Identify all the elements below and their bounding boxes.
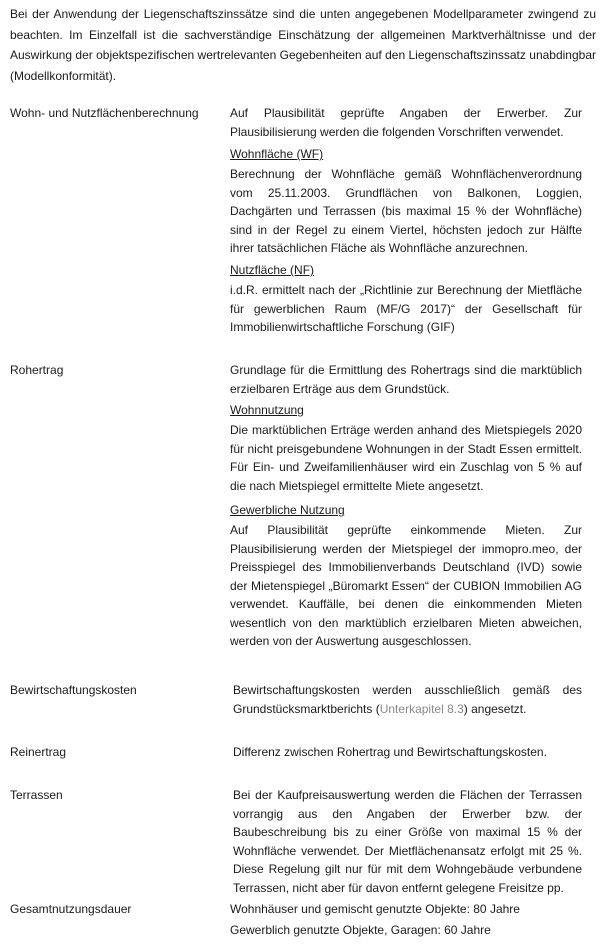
nutzflaeche-text: i.d.R. ermittelt nach der „Richtlinie zur Berechnung der Mietfläche für gewerblichen Raum (MF/G 2017)“ der Gesellschaft für Immobilienwirtschaftliche Forschung (GIF) [230, 283, 582, 334]
rohertrag-text-intro: Grundlage für die Ermittlung des Rohertrags sind die marktüblich erzielbaren Erträge aus dem Grundstück. [230, 363, 582, 396]
bewirtschaftungskosten-text: Bewirtschaftungskosten werden ausschließlich gemäß des Grundstücksmarktberichts (Unterkapitel 8.3) angesetzt. [233, 683, 582, 716]
reinertrag-text: Differenz zwischen Rohertrag und Bewirtschaftungskosten. [233, 745, 547, 759]
gewerbliche-nutzung-text: Auf Plausibilität geprüfte einkommende Mieten. Zur Plausibilisierung werden der Mietspiegel der immopro.meo, der Preisspiegel des Immobilienverbands Deutschland (IVD) sowie der Mietenspiegel „Büromarkt Essen“ der CUBION Immobilien AG verwendet. Kauffälle, bei denen die einkommenden Mieten wesentlich von den marktüblich erzielbaren Mieten abweichen, werden von der Auswertung ausgeschlossen. [230, 523, 582, 648]
heading-nutzflaeche: Nutzfläche (NF) [230, 263, 315, 277]
gesamtnutzungsdauer-wohn: Wohnhäuser und gemischt genutzte Objekte: 80 Jahre [230, 902, 520, 916]
link-unterkapitel[interactable]: Unterkapitel 8.3 [379, 701, 464, 716]
label-bewirtschaftungskosten: Bewirtschaftungskosten [10, 683, 137, 697]
label-gesamtnutzungsdauer: Gesamtnutzungsdauer [10, 902, 132, 916]
heading-wohnnutzung: Wohnnutzung [230, 403, 304, 417]
label-rohertrag: Rohertrag [10, 363, 64, 377]
terrassen-text: Bei der Kaufpreisauswertung werden die Flächen der Terrassen vorrangig aus den Angaben der Erwerber bzw. der Baubeschreibung bis zu einer Größe von maximal 15 % der Wohnfläche verwendet. Der Mietflächenansatz erfolgt mit 25 %. Diese Regelung gilt nur für mit dem Wohngebäude verbundene Terrassen, nicht aber für davon entfernt gelegene Freisitze pp. [233, 788, 582, 895]
heading-gewerbliche-nutzung: Gewerbliche Nutzung [230, 503, 345, 517]
wohnnutzung-text: Die marktüblichen Erträge werden anhand des Mietspiegels 2020 für nicht preisgebundene Wohnungen in der Stadt Essen ermittelt. Für Ein- und Zweifamilienhäuser wird ein Zuschlag von 5 % auf die nach Mietspiegel ermittelte Miete angesetzt. [230, 423, 582, 493]
gesamtnutzungsdauer-gewerbe: Gewerblich genutzte Objekte, Garagen: 60 Jahre [230, 923, 491, 937]
heading-wohnflaeche: Wohnfläche (WF) [230, 147, 324, 161]
intro-paragraph: Bei der Anwendung der Liegenschaftszinssätze sind die unten angegebenen Modellparameter zwingend zu beachten. Im Einzelfall ist die sachverständige Einschätzung der allgemeinen Marktverhältnisse und der Auswirkung der objektspezifischen wertrelevanten Gegebenheiten auf den Liegenschaftszinssatz unabdingbar (Modellkonformität). [10, 7, 596, 83]
flaechen-text-intro: Auf Plausibilität geprüfte Angaben der Erwerber. Zur Plausibilisierung werden die folgenden Vorschriften verwendet. [230, 106, 582, 139]
wohnflaeche-text: Berechnung der Wohnfläche gemäß Wohnflächenverordnung vom 25.11.2003. Grundflächen von Balkonen, Loggien, Dachgärten und Terrassen (bis maximal 15 % der Wohnfläche) sind in der Regel zu einem Viertel, höchsten jedoch zur Hälfte ihrer tatsächlichen Fläche als Wohnfläche anzurechnen. [230, 167, 582, 255]
label-terrassen: Terrassen [10, 788, 63, 802]
label-flaechenberechnung: Wohn- und Nutzflächenberechnung [10, 106, 199, 120]
label-reinertrag: Reinertrag [10, 745, 67, 759]
